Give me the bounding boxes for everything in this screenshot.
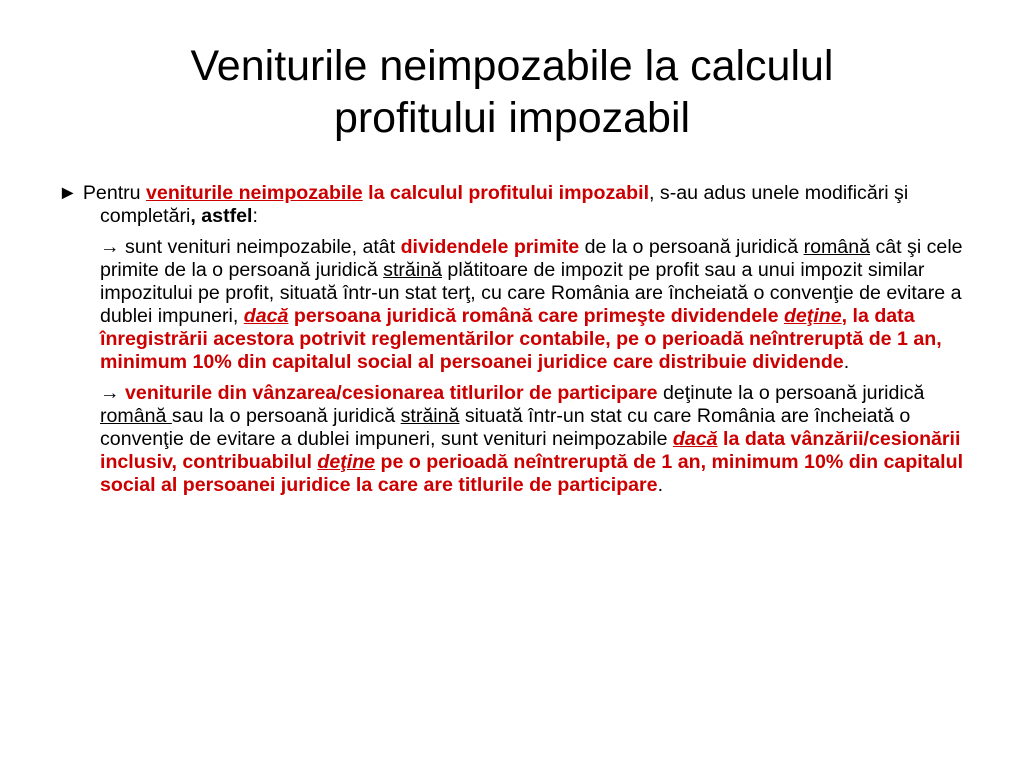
item-2-daca: dacă: [672, 428, 718, 450]
item-2-detine: deţine: [317, 451, 376, 473]
intro-emphasis: la calculul profitului impozabil: [362, 182, 650, 204]
item-1-text-3: cât şi cele primite de la o persoană juridică: [100, 236, 963, 281]
item-1-detine: deţine: [783, 305, 842, 327]
item-1-daca: dacă: [243, 305, 289, 327]
intro-paragraph: [58, 182, 968, 228]
item-2-paragraph: [58, 382, 968, 497]
item-2-text-2: sau la o persoană juridică: [171, 405, 401, 427]
intro-emphasis-underlined: veniturile neimpozabile: [146, 182, 363, 204]
intro-text-2: , s-au adus unele modificări şi completări: [100, 182, 909, 227]
item-2-straina: străină: [400, 405, 460, 427]
item-2-romana: română: [100, 405, 172, 427]
item-1-straina: străină: [383, 259, 442, 281]
item-1-dividends: dividendele primite: [400, 236, 580, 258]
item-1-paragraph: [58, 236, 968, 374]
item-1-period: .: [843, 351, 850, 373]
item-2-text-1: deţinute la o persoană juridică: [657, 382, 925, 404]
slide-body: [58, 182, 968, 505]
arrow-icon: →: [100, 236, 120, 258]
intro-astfel: , astfel: [190, 205, 253, 227]
item-2-text-3: situată într-un stat cu care România are încheiată o convenţie de evitare a dublei impuneri, sunt venituri neimpozabile: [100, 405, 911, 450]
slide-title: [60, 40, 964, 144]
item-1-text-4: plătitoare de impozit pe profit sau a unui impozit similar impozitului pe profit, situată într-un stat terţ, cu care România are încheiată o convenţie de evitare a dublei impuneri,: [100, 259, 962, 327]
arrow-icon: →: [100, 382, 120, 404]
title-line-1: Veniturile neimpozabile la calculul: [190, 42, 834, 90]
item-1-condition-2: , la data înregistrării acestora potrivit reglementărilor contabile, pe o perioadă neîntreruptă de 1 an, minimum 10% din capitalul social al persoanei juridice care distribuie dividende: [100, 305, 942, 373]
item-2-condition-2: pe o perioadă neîntreruptă de 1 an, minimum 10% din capitalul social al persoanei juridice la care are titlurile de participare: [100, 451, 964, 496]
intro-colon: :: [252, 205, 258, 227]
bullet-icon: ►: [58, 182, 78, 204]
item-1-text-2: de la o persoană juridică: [579, 236, 804, 258]
item-2-title: veniturile din vânzarea/cesionarea titlurilor de participare: [119, 382, 658, 404]
title-line-2: profitului impozabil: [333, 94, 691, 142]
item-2-condition-1: la data vânzării/cesionării inclusiv, contribuabilul: [100, 428, 961, 473]
item-1-text-1: sunt venituri neimpozabile, atât: [119, 236, 401, 258]
item-1-condition-1: persoana juridică română care primeşte dividendele: [288, 305, 784, 327]
item-2-period: .: [657, 474, 664, 496]
item-1-romana: română: [803, 236, 870, 258]
intro-text-1: Pentru: [77, 182, 147, 204]
